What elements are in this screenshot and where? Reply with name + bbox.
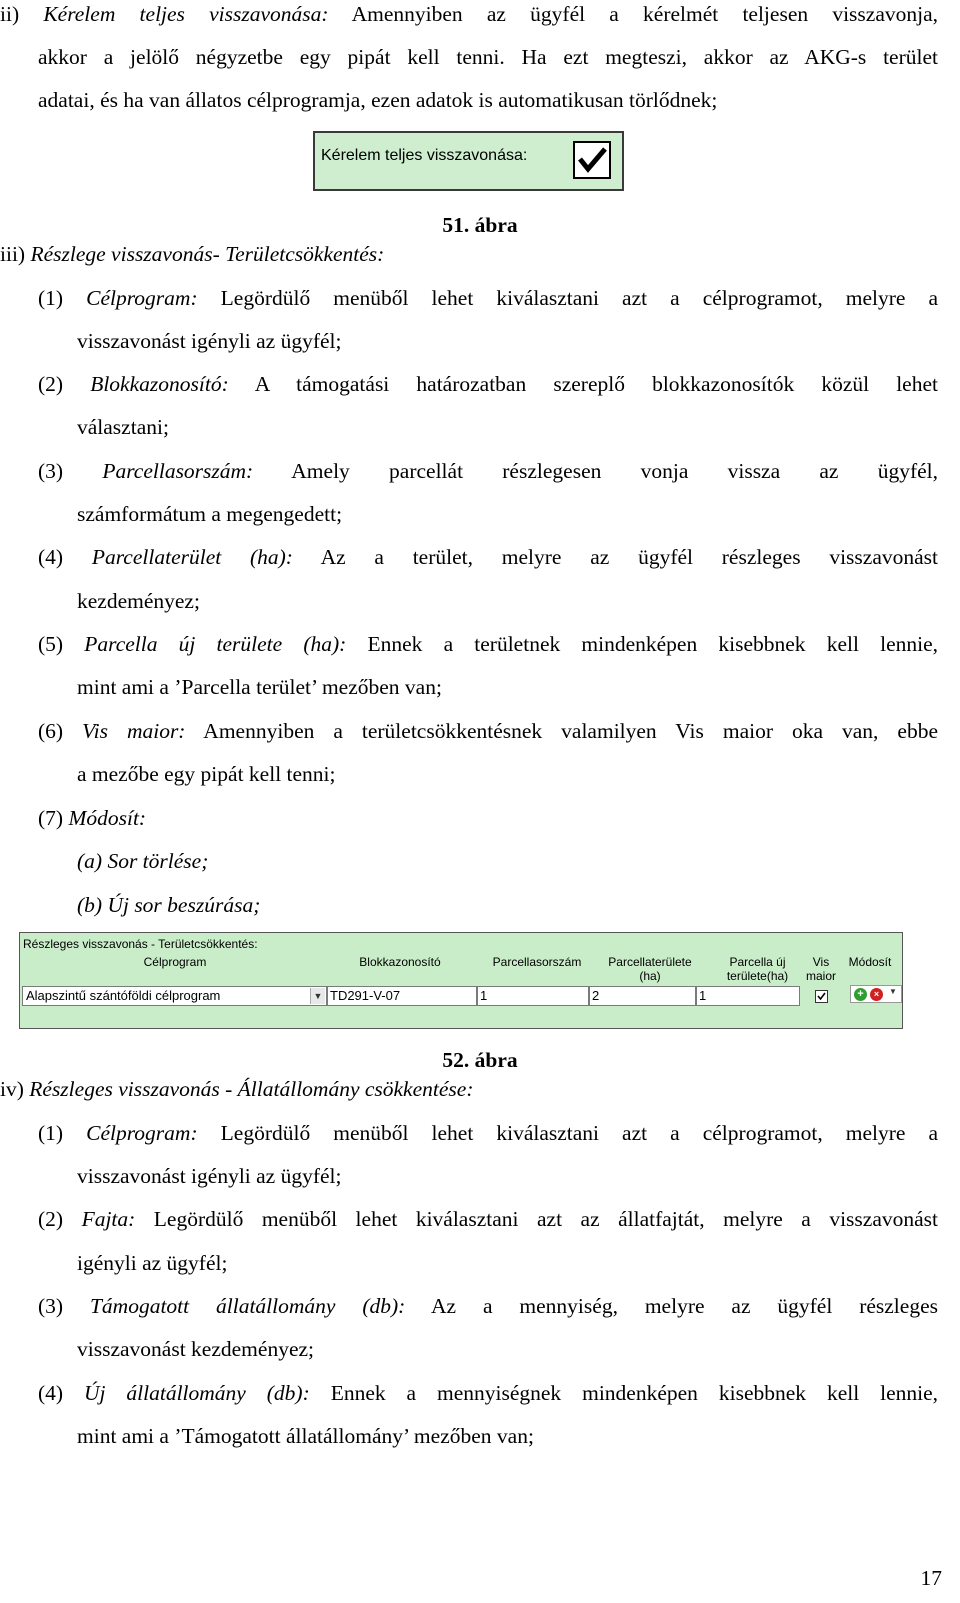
figure-51-full-withdrawal-box xyxy=(313,131,624,191)
page-number: 17 xyxy=(920,1566,942,1590)
list-item: (3) Támogatott állatállomány (db): Az a mennyiség, melyre az ügyfél részleges xyxy=(38,1294,938,1318)
checkmark-icon xyxy=(575,143,609,177)
modosit-dropdown[interactable] xyxy=(850,985,902,1003)
column-header-parcellasorszam: Parcellasorszám xyxy=(492,955,582,969)
figure-52-partial-withdrawal-form xyxy=(19,932,903,1029)
section-title: Részlege visszavonás- Területcsökkentés: xyxy=(30,242,385,266)
celprogram-value: Alapszintű szántóföldi célprogram xyxy=(26,988,221,1003)
list-item: (2) Blokkazonosító: A támogatási határozatban szereplő blokkazonosítók közül lehet xyxy=(38,372,938,396)
column-header-celprogram: Célprogram xyxy=(143,955,207,969)
vis-maior-checkbox[interactable] xyxy=(815,990,828,1003)
section-text: Amennyiben az ügyfél a kérelmét teljesen visszavonja, xyxy=(351,2,938,26)
sub-item-b: (b) Új sor beszúrása; xyxy=(77,893,261,917)
celprogram-select[interactable] xyxy=(22,986,327,1006)
parcellaterulet-field[interactable]: 2 xyxy=(589,986,696,1006)
form-title: Részleges visszavonás - Területcsökkentés: xyxy=(23,937,258,951)
list-item-continuation: választani; xyxy=(77,415,169,439)
section-title: Kérelem teljes visszavonása: xyxy=(43,2,329,26)
section-title: Részleges visszavonás - Állatállomány csökkentése: xyxy=(29,1077,474,1101)
list-item-continuation: igényli az ügyfél; xyxy=(77,1251,228,1275)
list-item: (1) Célprogram: Legördülő menüből lehet kiválasztani azt a célprogramot, melyre a xyxy=(38,286,939,310)
list-item-continuation: visszavonást igényli az ügyfél; xyxy=(77,329,342,353)
figure-51-caption: 51. ábra xyxy=(442,213,518,237)
list-item: (3) Parcellasorszám: Amely parcellát részlegesen vonja vissza az ügyfél, xyxy=(38,459,939,483)
parcellasorszam-field[interactable]: 1 xyxy=(477,986,589,1006)
list-item-continuation: mint ami a ’Támogatott állatállomány’ mezőben van; xyxy=(77,1424,534,1448)
column-header-parcellaterulete: Parcellaterülete (ha) xyxy=(608,955,692,983)
list-item: (4) Parcellaterület (ha): Az a terület, melyre az ügyfél részleges visszavonást xyxy=(38,545,939,569)
full-withdrawal-checkbox[interactable] xyxy=(573,141,611,179)
list-item-continuation: mint ami a ’Parcella terület’ mezőben van; xyxy=(77,675,442,699)
section-iii-heading xyxy=(0,242,938,266)
list-item: (1) Célprogram: Legördülő menüből lehet kiválasztani azt a célprogramot, melyre a xyxy=(38,1121,939,1145)
add-icon: + xyxy=(854,988,867,1001)
list-item: (6) Vis maior: Amennyiben a területcsökkentésnek valamilyen Vis maior oka van, ebbe xyxy=(38,719,939,743)
list-item-continuation: a mezőbe egy pipát kell tenni; xyxy=(77,762,336,786)
list-item-continuation: visszavonást kezdeményez; xyxy=(77,1337,315,1361)
column-header-modosit: Módosít xyxy=(848,955,892,969)
section-number: iv) xyxy=(0,1077,24,1101)
chevron-down-icon: ▼ xyxy=(310,988,325,1004)
section-ii-line2: akkor a jelölő négyzetbe egy pipát kell tenni. Ha ezt megteszi, akkor az AKG-s terület xyxy=(38,45,938,69)
list-item-continuation: visszavonást igényli az ügyfél; xyxy=(77,1164,342,1188)
figure-52-caption: 52. ábra xyxy=(442,1048,518,1072)
full-withdrawal-label: Kérelem teljes visszavonása: xyxy=(321,147,528,164)
list-item: (2) Fajta: Legördülő menüből lehet kiválasztani azt az állatfajtát, melyre a visszavonást xyxy=(38,1207,938,1231)
column-header-blokkazonosito: Blokkazonosító xyxy=(359,955,441,969)
section-ii-line1 xyxy=(0,2,938,26)
column-header-uj-terulet: Parcella új területe(ha) xyxy=(726,955,789,983)
column-header-vis-maior: Vis maior xyxy=(805,955,836,983)
list-item-continuation: kezdeményez; xyxy=(77,589,200,613)
section-iv-heading xyxy=(0,1077,938,1101)
section-ii-line3: adatai, és ha van állatos célprogramja, ezen adatok is automatikusan törlődnek; xyxy=(38,88,718,112)
list-item: (7) Módosít: xyxy=(38,806,147,830)
uj-terulet-field[interactable]: 1 xyxy=(696,986,800,1006)
list-item: (5) Parcella új területe (ha): Ennek a területnek mindenképen kisebbnek kell lennie, xyxy=(38,632,939,656)
list-item-continuation: számformátum a megengedett; xyxy=(77,502,343,526)
section-number: iii) xyxy=(0,242,26,266)
section-number: ii) xyxy=(0,2,20,26)
chevron-down-icon: ▼ xyxy=(889,987,897,996)
delete-icon: × xyxy=(870,988,883,1001)
checkmark-icon xyxy=(816,991,827,1002)
list-item: (4) Új állatállomány (db): Ennek a mennyiségnek mindenképen kisebbnek kell lennie, xyxy=(38,1381,939,1405)
sub-item-a: (a) Sor törlése; xyxy=(77,849,209,873)
blokkazonosito-field[interactable]: TD291-V-07 xyxy=(327,986,477,1006)
